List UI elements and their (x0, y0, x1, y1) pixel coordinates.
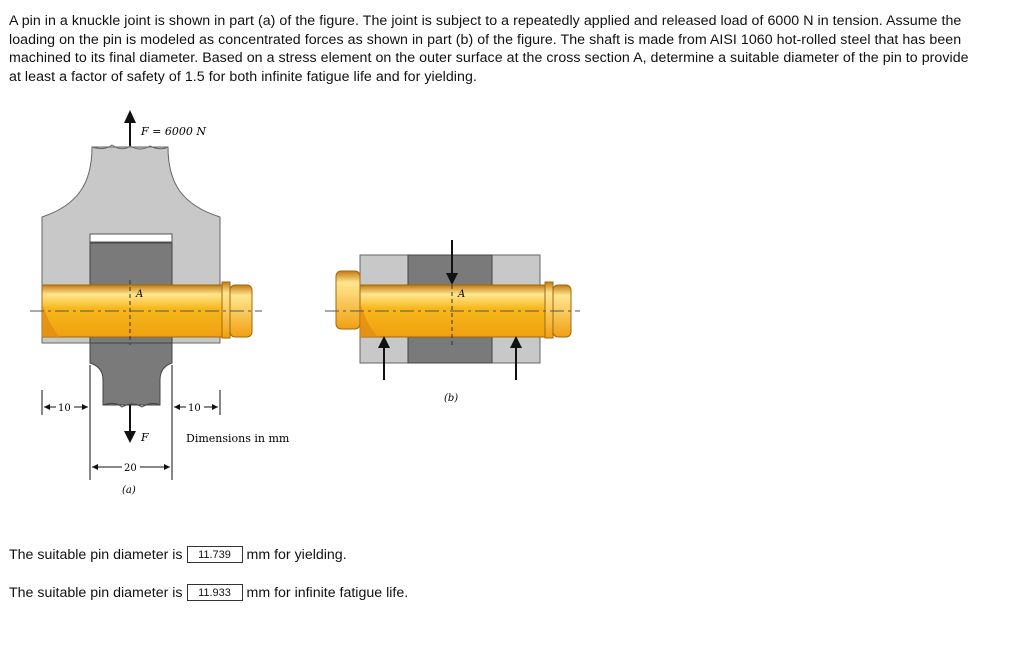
clevis-slot (90, 234, 172, 242)
answer-fatigue (9, 584, 408, 601)
pin-head-left (336, 271, 360, 329)
answer-yielding (9, 546, 347, 563)
dim-left: 10 (58, 403, 71, 414)
arrowhead-icon (124, 431, 136, 443)
section-a-label: A (136, 289, 144, 300)
arrowhead-icon (124, 110, 136, 123)
answer-prefix: The suitable pin diameter is (9, 546, 183, 563)
answer-input-fatigue[interactable]: 11.933 (187, 584, 243, 601)
dim-bottom: 20 (124, 463, 137, 474)
knuckle-joint-figure (0, 105, 620, 505)
part-a-drawing (30, 110, 290, 496)
problem-text: A pin in a knuckle joint is shown in part (a) of the figure. The joint is subject to a repeatedly applied and released load of 6000 N in tension. Assume the loading on the pin is modeled as concentrated forces as shown in part (b) of the figure. The shaft is made from AISI 1060 hot-rolled steel that has been machined to its final diameter. Based on a stress element on the outer surface at the cross section A, determine a suitable diameter of the pin to provide at least a factor of safety of 1.5 for both infinite fatigue life and for yielding. (9, 13, 969, 85)
units-note: Dimensions in mm (186, 432, 290, 445)
answer-prefix: The suitable pin diameter is (9, 584, 183, 601)
problem-statement (9, 12, 969, 86)
part-a-label: (a) (122, 485, 136, 496)
answer-input-yielding[interactable]: 11.739 (187, 546, 243, 563)
force-bottom-label: F (141, 431, 149, 444)
answer-suffix: mm for yielding. (246, 546, 347, 563)
dim-right: 10 (188, 403, 201, 414)
force-label: F = 6000 N (141, 125, 206, 138)
part-b-label: (b) (444, 393, 459, 404)
lower-rod (90, 343, 172, 405)
section-a-label-b: A (458, 289, 466, 300)
answer-suffix: mm for infinite fatigue life. (246, 584, 409, 601)
part-b-drawing (325, 240, 580, 404)
